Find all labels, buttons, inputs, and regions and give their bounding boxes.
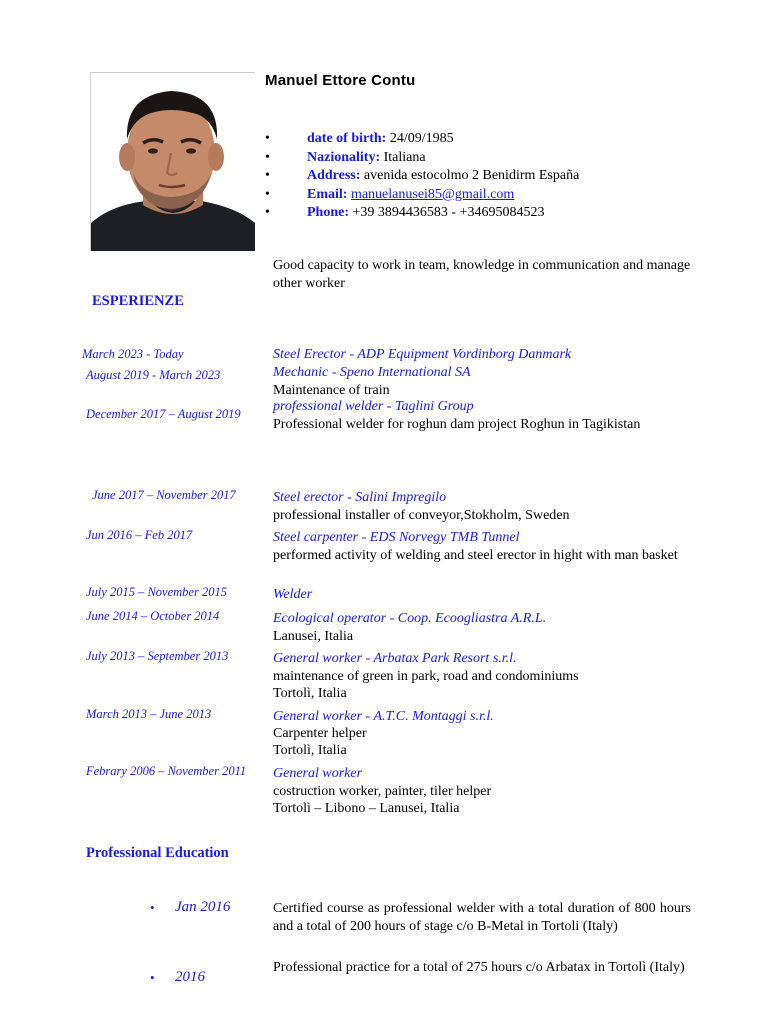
experience-heading: ESPERIENZE: [92, 293, 184, 309]
experience-date: March 2013 – June 2013: [86, 707, 212, 721]
experience-desc: Professional welder for roghun dam project Roghun in Tagikistan: [273, 417, 641, 432]
info-label: Nazionality:: [307, 149, 381, 165]
experience-desc: Lanusei, Italia: [273, 629, 354, 644]
experience-desc: costruction worker, painter, tiler helper: [273, 784, 492, 799]
experience-date: Jun 2016 – Feb 2017: [86, 528, 193, 542]
experience-date: August 2019 - March 2023: [86, 368, 221, 382]
experience-date: December 2017 – August 2019: [86, 407, 241, 421]
experience-date: Febrary 2006 – November 2011: [86, 764, 247, 778]
info-value: avenida estocolmo 2 Benidirm España: [360, 168, 580, 184]
experience-date: July 2015 – November 2015: [86, 585, 227, 599]
experience-role: Welder: [273, 587, 313, 602]
person-portrait-image: [91, 73, 255, 251]
experience-role: Steel erector - Salini Impregilo: [273, 490, 447, 505]
education-date: 2016: [175, 969, 205, 985]
experience-desc: Carpenter helper: [273, 726, 367, 741]
bullet-icon: •: [265, 205, 270, 221]
experience-role: General worker - Arbatax Park Resort s.r.l.: [273, 651, 517, 666]
experience-date: March 2023 - Today: [82, 347, 184, 361]
experience-role: Steel Erector - ADP Equipment Vordinborg Danmark: [273, 347, 572, 362]
experience-desc: Tortolì, Italia: [273, 743, 347, 758]
experience-role: General worker - A.T.C. Montaggi s.r.l.: [273, 709, 494, 724]
info-label: date of birth:: [307, 131, 387, 146]
info-value: Italiana: [380, 149, 426, 165]
bullet-icon: •: [265, 149, 270, 165]
education-heading: Professional Education: [86, 845, 229, 861]
info-value: 24/09/1985: [386, 131, 454, 146]
experience-date: July 2013 – September 2013: [86, 649, 229, 663]
education-date: Jan 2016: [175, 899, 231, 915]
experience-desc: Tortolì, Italia: [273, 686, 347, 701]
education-desc: Professional practice for a total of 275 hours c/o Arbatax in Tortolì (Italy): [273, 960, 685, 975]
education-desc: Certified course as professional welder with a total duration of 800 hours and a total of 200 hours of stage c/o B-Metal in Tortoli (Italy): [273, 901, 691, 934]
bullet-icon: •: [150, 970, 155, 985]
info-label: Phone:: [307, 205, 349, 221]
info-label: Address:: [307, 168, 361, 184]
bullet-icon: •: [265, 168, 270, 184]
person-name: Manuel Ettore Contu: [265, 72, 416, 89]
experience-role: Steel carpenter - EDS Norvegy TMB Tunnel: [273, 530, 520, 545]
bullet-icon: •: [265, 131, 270, 146]
experience-role: Ecological operator - Coop. Ecoogliastra A.R.L.: [273, 611, 547, 626]
bullet-icon: •: [150, 900, 155, 915]
experience-desc: performed activity of welding and steel erector in hight with man basket: [273, 548, 678, 563]
info-label: Email:: [307, 186, 348, 202]
experience-date: June 2014 – October 2014: [86, 609, 220, 623]
bullet-icon: •: [265, 186, 270, 202]
email-link[interactable]: manuelanusei85@gmail.com: [350, 186, 515, 202]
experience-date: June 2017 – November 2017: [92, 488, 236, 502]
profile-photo: [90, 72, 255, 251]
info-value: +39 3894436583 - +34695084523: [349, 205, 545, 221]
experience-desc: Maintenance of train: [273, 383, 390, 398]
experience-desc: maintenance of green in park, road and condominiums: [273, 669, 579, 684]
experience-role: General worker: [273, 766, 363, 781]
experience-role: professional welder - Taglini Group: [273, 399, 474, 414]
experience-desc: professional installer of conveyor,Stokholm, Sweden: [273, 508, 570, 523]
profile-summary: Good capacity to work in team, knowledge in communication and manage other worker: [273, 258, 691, 291]
experience-role: Mechanic - Speno International SA: [273, 365, 471, 380]
experience-desc: Tortolì – Libono – Lanusei, Italia: [273, 801, 460, 816]
